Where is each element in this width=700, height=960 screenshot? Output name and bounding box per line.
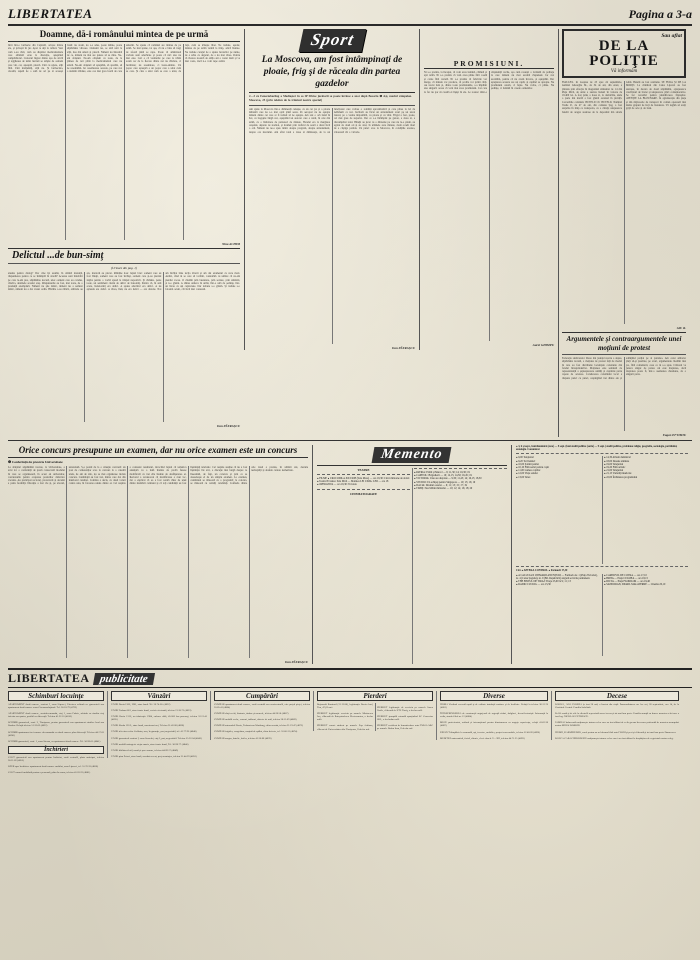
- memento-item: ● VICTORIA: Cine are dreptate — 9,30; 11,45; 14; 16,15; 18,30: [414, 477, 482, 481]
- ad-item: CUMPĂR apartament două camere, zonă centrală sau semicentrală, ofer preţul pieţei, telefon 30.85.41 (4864): [214, 703, 310, 710]
- ad-item: CUMPĂR frigider, congelator, maşină de spălat, chiar defecte, tel. 52.60.12 (4874): [214, 730, 298, 734]
- memento-item: ● FILME ● CROCODILA JOCURIE (Sala Mare) — ora 19,30: Cinci milioane de dolari: [317, 477, 410, 480]
- ad-category-head: Închirieri: [8, 746, 104, 754]
- politie-headline: DE LA POLIŢIE: [589, 38, 659, 69]
- motiune-byline: Eugen EFTIMIU: [662, 433, 686, 437]
- concurs-column: [8, 445, 308, 664]
- lead-byline: Nina ACHIM: [221, 242, 240, 246]
- lead-body: Intri într-o farmacie din Capitală, oricare dintre ele, şi priveşti în jur. Apoi te uiţi la rafturi. Vezi cum s-au rărit, cum au dispărut medicamentele care altădată erau la discreţie, aşteptând cumpărătorul. Culoarul îngust dintre uşa de sticlă şi tejgheaua de lemn lustruit se umple de oameni care vin, cer, aşteaptă, pleacă. Unii cu reţete, alţii fără. Unii mulţumiţi, alţii nu. Şi farmacista, obosită, repetă de o sută de ori pe zi aceeaşi frază: nu avem, nu s-a adus, poate mâine, poate săptămâna viitoare. Oamenii ies, se uită unii la alţii, dau din umeri şi pleacă. Nimeni nu întreabă de ce, nimeni nu mai are putere să se mire. Ne-am obişnuit. Ne-am obişnuit cu toate, de la pâinea de ieri până la medicamentul care nu există. Ne-am obişnuit să aşteptăm, să sperăm, să ne resemnăm. Iar resemnarea aceasta, pe care noi o numim răbdare, este cea mai grea boală de care suferim. Se spune că românul are mintea de pe urmă. Se mai spune, tot aşa, că nu e bine să tragi de sfoară până se rupe. Poate că amândouă vorbele sunt adevărate şi poate că nici una nu mai este. Cert e că vremurile pe care le trăim acum cer de la fiecare dintre noi nu răbdare, ci luciditate; nu resemnare, ci luare-aminte. Un popor care aşteaptă e un popor care a uitat cum se cere. Şi cine a uitat cum se cere a uitat, de fapt, cum se trăieşte liber. Ne trebuie, aşadar, mintea de pe urmă venită la timp, adică înainte. Ne trebuie curajul de a spune lucrurilor pe nume, de a arăta cu degetul, de a nu mai tăcea. Pentru că tăcerea noastră de atâţia ani a costat mult şi va mai costa, dacă n-o vom rupe astăzi.: [8, 44, 240, 74]
- delict-byline: Dan PĂTRAŞCU: [217, 424, 240, 428]
- promisiuni-column: [424, 29, 554, 347]
- ad-item: APARTAMENT două camere, semidecomandat, etaj 1, zona Fabric, schimb cu similar etaj inferior sau parter, posibil cu diferenţă. Telefon 41.22.10 (4810): [8, 712, 104, 719]
- ad-item: PIERDUT legitimaţie de serviciu pe numele Iancu Vasile, eliberată de IJTL Timiş, o declar nulă.: [377, 706, 433, 713]
- farmacii-line: ● CARNOVIL DE COTRĂ — ora 17,10: [604, 573, 647, 577]
- sport-logo: Sport: [298, 29, 366, 52]
- memento-item: ● CAPITOL: Brigadierii — 10; 12,15; 14,30; 16,45; 19: [414, 474, 472, 478]
- sport-logo-wrap: [249, 29, 415, 52]
- ad-item: CUMPĂR mobilă veche, ceasuri, tablouri, obiecte de artă, telefon 36.55.09 (4869): [214, 718, 297, 722]
- memento-column: [312, 445, 512, 664]
- ads-column-vanzari: [107, 691, 207, 758]
- program-line: ● 13,00 Telex: [516, 475, 531, 479]
- ad-item: VÂND Trabant 601, stare foarte bună, revizie efectuată, telefon 21.18.73 (4833): [111, 709, 192, 713]
- memento-item: ● Teatrul Ecranas: Sala Mică — Matinea LEI CIMA: LEII — ora 18: [317, 480, 389, 484]
- ad-item: SCHIMB garsonieră, conf. 1, zona Steaua, cu apartament două camere. Tel. 56.90.61 (4841): [8, 739, 101, 743]
- concurs-subhead: ❶ Conferinţă de presă la Universitate: [8, 460, 63, 464]
- ad-item: CAUT garsonieră sau apartament pentru închiriat, zonă centrală, plata anticipat, telefon 36.11.82 (4855): [8, 755, 104, 762]
- ad-item: ÎNTREPRINDEREA de construcţii angajează de urgenţă zidari, dulgheri, fierari-betonişti. Informaţii la sediu, strada Gării nr. 12 (4884): [440, 712, 548, 719]
- moscova-headline: La Moscova, am fost întâmpinaţi de ploaie, frig şi de răceala din partea gazdelor: [261, 55, 403, 89]
- ad-item: VÂND Skoda 120 L, stare bună, cauciucuri noi, Telefon 31.42.08 (4838): [111, 724, 185, 728]
- farmacii-line: ● SANDORAN, DIGRIL MALATERRE — Cinema 20,10: [604, 583, 666, 587]
- program-line: ● 10,00 Şoimii patriei: [516, 462, 539, 466]
- ad-item: VÂND Dacia 1310, an fabricaţie 1984, culoare albă, 45.000 km parcurşi, telefon 52.21.41 (4835): [111, 715, 207, 722]
- ad-item: PIERDUT ştampilă rotundă aparţinând SC Comexim SRL, o declarăm nulă.: [377, 715, 433, 722]
- lead-headline: Doamne, dă-i românului mintea de pe urmă: [39, 29, 209, 39]
- farmacii-line: ● A CALUCIA II OTIMĂRII ANUNŢURI — Farmacia nr. 1 (Piaţa Victoriei), nr. 4 (Calea Şagului), nr. 9 (Bd. Republicii) asigură serviciu permanent.: [516, 573, 598, 580]
- ad-category-head: Cumpărări: [214, 691, 310, 701]
- classifieds-grid: [8, 691, 692, 774]
- farmacii-line: ● THE BISTUL DE TIRAJ: Tiraje 23,00 la 9; 11; 13: [516, 580, 571, 584]
- memento-section-head-1: CINEMATOGRAFE: [349, 491, 378, 496]
- ad-item: PIERDUT carnet student pe numele Pop Adriana, eliberat de Universitatea din Timişoara, îl declar nul.: [317, 724, 373, 731]
- ad-item: FAMILIA îndurerată mulţumeşte tuturor celor care au fost alături de ea în greaua încercare pricinuită de moartea scumpului nostru MIHAI DOBRIN.: [555, 721, 679, 728]
- program-line: ● 14,30 Album duminical: [604, 456, 631, 460]
- ad-item: Bujanschi Ramincă (13.12.86), legitimaţie Dacia Arad, Tim, 47,62 mei.: [317, 703, 373, 710]
- ad-item: PIERDUT certificat de înmatriculare auto TM-01-ABC pe numele Barbu Ioan, îl declar nul.: [377, 724, 433, 731]
- motiune-body: Federaţia sindicatelor libere din judeţul nostru a depus, săptămâna trecută, o moţiune de protest faţă de modul în care au fost distribuite locuinţele construite din fondul întreprinderilor. Moţiunea este semnată de reprezentanţii a şaptesprezece unităţi şi cuprinde patru capete de acuzare. Conducerea consiliului local a răspuns punct cu punct, respingând trei dintre ele şi admiţând parţial pe al patrulea. Am cerut ambelor părţi să-şi prezinte, pe scurt, argumentele. Redăm mai jos, fără comentarii, ceea ce ni s-a spus. Cititorul va judeca singur de partea cui este dreptatea, dacă dreptatea poate fi, într-o asemenea chestiune, de o singură parte.: [562, 357, 686, 380]
- ads-column-pierderi: [313, 691, 433, 731]
- memento-logo-wrap: [317, 445, 507, 463]
- program-head: ● 3, 6 şi sept., luni/duminică (zece) — 9 sept. (luni studii politice (serie) — 9 sept.) studii politice, probleme religie, geografie, sociologie, partidului, antologie. Comunicat: [516, 445, 678, 452]
- ad-item: SCHIMB apartament trei camere decomandat cu două camere plus diferenţă. Telefon 44.17.05 (4836): [8, 730, 104, 737]
- classifieds-header: [8, 668, 692, 688]
- ads-column-cumparari: [210, 691, 310, 740]
- farmacii-line: ● RADIO CUCIOG — ora 13,30: [516, 583, 551, 587]
- program-column: [516, 445, 688, 656]
- ad-item: APARTAMENT două camere, confort I, zona Lipovei, Efectuez schimb cu garsonieră sau apartament două camere zona Circumvalaţiunii. Tel. 36.18.79 (4793): [8, 703, 104, 710]
- ad-item: B-AO acută şi de zile la clientelă reprezintă scuze invers şi tot mai bun peste. Familia anunţă cu durere moartea celui care a fost Ing. NICOLAE PETRESCU.: [555, 712, 679, 719]
- ad-item: FIUMII, KARMINEDER, carol pentru un rol demnul fără asta FLORI şi peri şi eliberată şi tot mai bun peste Dumnezeu.: [555, 730, 677, 734]
- program-line: ● 12,00 Viaţa satului: [516, 472, 538, 476]
- ad-item: VÂND bibliotecă stil, masă şi şase scaune, telefon 44.09.17 (4849): [111, 748, 179, 752]
- moscova-body: Am ajuns la Moscova într-o dimineaţă cenuşie, cu un cer jos şi o ploaie măruntă care nu s-a mai oprit până seara. Pe aeroport nu ne aştepta nimeni dintre cei care ar fi trebuit să ne aştepte. Am stat o oră bună în hol, cu bagajele lângă noi, aşteptând un autocar care a venit, în cele din urmă, cu o întârziere de patruzeci de minute. Hotelul era la marginea oraşului, departe de stadion, şi drumul prin traficul de seară a durat încă o oră. Nimeni nu ne-a spus nimic despre program, despre antrenament, despre ora meciului. Am aflat totul a doua zi dimineaţa, de la un funcţionar care vorbea o română aproximativă şi care părea la fel de nelămurit ca noi. Jucătorii au făcut un antrenament scurt pe un teren lateral, pe o vreme imposibilă, cu ploaie şi cu vânt. Frigul a fost, poate, cel mai greu de suportat. Dar ce s-a întâmplat pe gazon, a doua zi, a răscumpărat totul. Băieţii au jucat cu o dârzenie pe care nu le-o ştiam, au egalat de două ori şi au avut, în ultimele zece minute, două ocazii mari de a câştiga partida. Un punct scos la Moscova, în condiţiile acestea, valorează cât o victorie.: [249, 107, 415, 134]
- program-line: ● 9,00 Telejurnal: [516, 456, 534, 460]
- farmacii-line: ● DICTA — Piaţa FLORILOR — ora 19,40: [604, 580, 650, 584]
- ads-column-diverse: [436, 691, 548, 740]
- ad-category-head: Decese: [555, 691, 679, 701]
- ad-item: CAUT cameră mobilată pentru o persoană, plata în avans, telefon 41.03.22 (4861): [8, 771, 91, 775]
- farmacii-line: ● BRITA — Piaţa CULMEA — ora 18,15: [604, 576, 648, 580]
- classifieds-label: publicitate: [92, 673, 154, 685]
- program-line: ● 21,15 Varietăţi muzicale: [604, 472, 632, 476]
- ad-item: VÂND televizor color Goldstar, nou, în garanţie, preţ negociabil, tel. 41.77.90 (4840): [111, 730, 197, 734]
- program-line: ● 11,00 Lumea copiilor: [516, 469, 541, 473]
- masthead: [8, 6, 692, 26]
- memento-item: ● PATRIA: Edith şi Marcel — 9; 11,30; 14; 16,30; 19: [414, 471, 470, 474]
- sport-column: [244, 29, 420, 350]
- moscova-subhead: 2—3 cu Feneciobazilag a Mediaşter în sa IP Divise jucătorii se poate învinse o snot după Bosaria ❶ Aşi, meciul câmpelon. Moscova, 25 (prin telefon de la trimisul nostru special): [249, 95, 412, 102]
- ads-column-decese: [551, 691, 679, 740]
- promisiuni-body: Ni s-a promis, la început, că vom avea lumină, căldură şi apă caldă. Ni s-a promis că vom avea pâine fără coadă şi carne fără cartelă. Ni s-a promis că fabricile vor merge, că minele vor produce, că şcolile vor primi cărţi. Au trecut luni şi, dintre toate promisiunile, s-a împlinit una singură: aceea că vom mai avea promisiuni. Cei care le fac nu par să creadă ei înşişi în ele. Le rostesc dintr-o obişnuinţă veche, aşa cum rosteşti o formulă de politeţe la care nimeni nu mai ascultă răspunsul. Iar noi ascultăm, pentru că nu avem încotro, şi aşteptăm. Dar aşteptarea aceasta are un capăt, şi capătul se apropie. Nu promisiuni cerem, ci fapte. Nu vorbe, ci pâine. Nu şedinţe, ci lumină în casele oamenilor.: [424, 71, 554, 94]
- ad-item: MECE profesionist, ordinul şi internaţional pentru dinstaurarea cu angaja experienţa, relaţii 41.62.38 (4887): [440, 721, 548, 728]
- delict-subhead: (Urmare din pag. 1): [111, 266, 137, 270]
- memento-logo: Memento: [372, 447, 452, 463]
- concurs-headline: Orice concurs presupune un examen, dar nu orice examen este un concurs: [18, 445, 298, 455]
- program-line: ● 18,00 Desene animate: [604, 459, 630, 463]
- ad-item: VÂND mobilă sufragerie stejar masiv, stare foarte bună, Tel. 36.98.77 (4846): [111, 742, 189, 746]
- ad-item: BANCA CARACHEDONGHE mulţumeşte tuturor celor care i-au fost alături la despărţirea de regretatul nostru coleg.: [555, 736, 674, 740]
- mid-section: [8, 445, 692, 664]
- program-line: ● 9,20 Tot înainte!: [516, 459, 536, 463]
- ad-item: OFER spre închiriere apartament două camere mobilat, zona Lipovei, tel. 51.70.33 (4858): [8, 765, 99, 769]
- ad-item: CUMPĂR automobil Dacia, Trabant sau Wartburg, chiar avariat, telefon 21.19.47 (4872): [214, 724, 304, 728]
- politie-column: [558, 29, 686, 437]
- concurs-body: La sfârşitul săptămânii trecute, la Universitate, a avut loc o conferinţă de presă consacrată modului în care se organizează, în acest an universitar, concursurile pentru ocuparea posturilor didactice vacante. Au participat rectorul, prorectorii şi decanii a patru facultăţi. Discuţia a fost vie şi, pe alocuri, tensionată. S-a pornit de la o situaţie concretă: un post de conferenţiar scos la concurs la o catedră unde, de ani de zile, nu se mai organizase niciun concurs. Candidaţii au fost trei, dintre care doi din interiorul catedrei. Comisia a decis, cu două voturi contra unu, în favoarea unuia dintre ei. Cel respins a contestat rezultatul, invocând faptul că tematica anunţată cu o lună înainte de probă fusese modificată cu trei zile înainte de desfăşurarea ei. Rectorul a recunoscut că modificarea a avut loc, dar a explicat că ea a fost cerută chiar de unul dintre membrii comisiei şi că toţi candidaţii au fost înştiinţaţi telefonic. Cel respins susţine că nu a fost înştiinţat. De aici, o discuţie mai lungă despre ce înseamnă, de fapt, un concurs şi prin ce se deosebeşte el de un simplu examen. La examen, candidatul se măsoară cu o programă; la concurs, se măsoară cu ceilalţi candidaţi. Confuzia dintre cele două a produs, în ultimii ani, destule nedreptăţi şi destule cariere nemeritate.: [8, 466, 308, 486]
- program-line: ● 19,20 Film artistic: [604, 466, 626, 470]
- program-line: ● 19,00 Telejurnal: [604, 462, 624, 466]
- ad-item: EXECUT tâmplărie la comandă, uşi, ferestre, mobilier, preţuri convenabile, telefon 52.48.09 (4890): [440, 730, 540, 734]
- concurs-byline: Dan PĂTRAŞCU: [285, 660, 308, 664]
- page-number: Pagina a 3-a: [628, 6, 692, 21]
- ad-item: VÂND pian Petrof, stare bună, acordat recent, preţ avantajos, telefon 21.44.39 (4852): [111, 754, 197, 758]
- publication-title: LIBERTATEA: [8, 6, 93, 21]
- program-line: ● 10,10 Film serial pentru copii: [516, 466, 549, 470]
- politie-subhead: Vă informăm: [610, 69, 638, 74]
- ad-item: FIRMA Vicdinal execută rapid şi de calitate instalaţii sanitare şi de încălzire. Relaţii la telefon 36.12.76 (4881): [440, 703, 548, 710]
- farmacii-head: Circ ● APTEKA CONTROL ● Farmacii 17,30: [516, 569, 568, 573]
- program-line: ● 22,00 Închiderea programului: [604, 475, 638, 479]
- ad-item: CUMPĂR aragaz, butelie, boiler, telefon 41.30.88 (4876): [214, 736, 272, 740]
- top-section: [8, 29, 692, 437]
- memento-item: ● OPERATIVA — ora 19,30: Traviata: [317, 483, 357, 487]
- politie-kicker: Sau aflat: [661, 33, 682, 39]
- politie-box: [562, 29, 686, 78]
- motiune-headline: Argumentele şi contraargumentele unei moţiuni de protest: [566, 335, 682, 352]
- promisiuni-title: PROMISIUNI.: [424, 59, 554, 69]
- classifieds-publication: LIBERTATEA: [8, 671, 90, 685]
- ads-column-schimburi: [8, 691, 104, 774]
- memento-item: ● TIMIŞ: Nea Mărin miliardar — 10; 12; 14; 16; 18; 20: [414, 487, 473, 491]
- lead-article-column: [8, 29, 240, 428]
- memento-item: ● DACIA: Drumul oaselor — 9; 11; 13; 15; 17; 19: [414, 483, 467, 487]
- memento-item: ● STUDIO: Un echipaj pentru Singapore — 10; 13; 16; 19: [414, 480, 476, 484]
- ad-category-head: Vânzări: [111, 691, 207, 701]
- ad-item: LORICA, ANA FLOREA (a fost 26 ani) a încetat din viaţă. Înmormântarea are loc azi, 26 septembrie, ora 14, de la Cimitirul Central. Familia îndoliată.: [555, 703, 679, 710]
- ad-category-head: Diverse: [440, 691, 548, 701]
- politie-byline: GH. R.: [676, 326, 686, 330]
- promisiuni-byline: Aurel GHIMPU: [532, 343, 554, 347]
- moscova-byline: Dan PĂTRAŞCU: [392, 345, 415, 350]
- ad-item: VÂND Dacia 1300, 1981, stare bună. Tel. 30.74.56. (4832): [111, 703, 171, 706]
- ad-item: CUMPĂR cărţi vechi, ilustrate, timbre şi monede, telefon 44.28.56 (4867): [214, 712, 289, 716]
- memento-section-head-0: TEATRE: [357, 468, 370, 472]
- ad-category-head: Schimburi locuinţe: [8, 691, 104, 701]
- politie-body: FIAT-LEX. În noaptea de 23 spre 24 septembrie, numitul Gheorghe M., de 34 de ani, din Arad, a pătruns prin efracţie în magazinul alimentar nr. 14 din Piaţa Mică, de unde a sustras bunuri în valoare de 18.400 lei. A fost prins a doua zi, la domiciliu, unde o parte din marfă a fost găsită ascunsă în pivniţă. Cercetările continuă. BUTELII CU BUTELII. Numitul Vasile P., de 47 de ani, din comuna Şag, a fost surprins în timp ce transporta, cu o căruţă, unsprezece butelii de aragaz sustrase de la depozitul din strada Gării. Butelii au fost restituite. SE FURĂ ŞI DE LA MORŢI. La cimitirul din Calea Lipovei au fost sustrase, în decurs de două săptămâni, optsprezece crucifixuri de bronz şi unsprezece plăci comemorative. Se fac cercetări pentru identificarea făptaşilor. ATENŢIE LA BUZUNARE. În aglomeraţia din pieţe şi din mijloacele de transport în comun operează mai multe grupuri de hoţi de buzunare. Vă rugăm să aveţi grijă de acte şi de bani.: [562, 81, 686, 114]
- ad-item: VÂND garsonieră confort I, zona Soarelui, etaj 3, preţ negociabil. Telefon 55.32.04 (4843): [111, 736, 202, 740]
- delict-headline: Delictul ...de bun-simţ: [12, 250, 104, 261]
- ad-category-head: Pierderi: [317, 691, 433, 701]
- ad-item: MEDITEZ matematică, fizică, chimie, elevi clasele V—XII, telefon 44.71.25 (4893): [440, 736, 525, 740]
- delict-body: anume pentru dialog? Dar cine îşi asumă, în ultimă instanţă, răspunderea pentru ce se întâmplă în stradă? Acestea sunt întrebări pe care le-am pus, săptămâna trecută, unor oameni care au condus, cândva, destinele acestui oraş. Răspunsurile au fost, mai toate, de o prudenţă exemplară. Nimeni nu ştie nimic, nimeni nu a semnat nimic, nimeni nu a dat vreun ordin. Hârtiile s-au rătăcit, arhivele au ars, martorii au plecat. Rămâne doar faptul brut: oameni care au fost bătuţi, oameni care au fost închişi, oameni care şi-au pierdut slujba pentru o vorbă spusă la timpul nepotrivit. Şi rămâne, peste toate, un sentiment ciudat de delict de bun-simţ. Pentru că, în anii aceia, bunul-simţ era delict. A spune adevărul era delict. A nu aplauda era delict. A tăcea, însă, nu era delict — era datorie. Noi am învăţat bine lecţia tăcerii şi am dat examenul cu note mari. Astăzi, când ni se cere să vorbim, constatăm cu uimire că ne-am pierdut vocea. O căutăm prin buzunare, prin sertare, prin amintiri, şi n-o găsim. A rămas undeva în urmă, într-o sală de şedinţe, într-un birou cu uşi capitonate. Dar trebuie s-o găsim. Şi trebuie s-o folosim acum, cât încă mai contează.: [8, 272, 240, 292]
- program-line: ● 21,00 Telejurnal: [604, 469, 624, 473]
- ad-item: SCHIMB garsonieră, conf. 2, Timişoara, pentru garsonieră sau apartament similar Arad sau Oradea. Relaţii telefon 51.33.62 (4822): [8, 721, 104, 728]
- ad-item: PIERDUT legitimaţie serviciu pe numele Marinescu Ion, eliberată de Întreprinderea Electromotor, o declar nulă.: [317, 712, 373, 722]
